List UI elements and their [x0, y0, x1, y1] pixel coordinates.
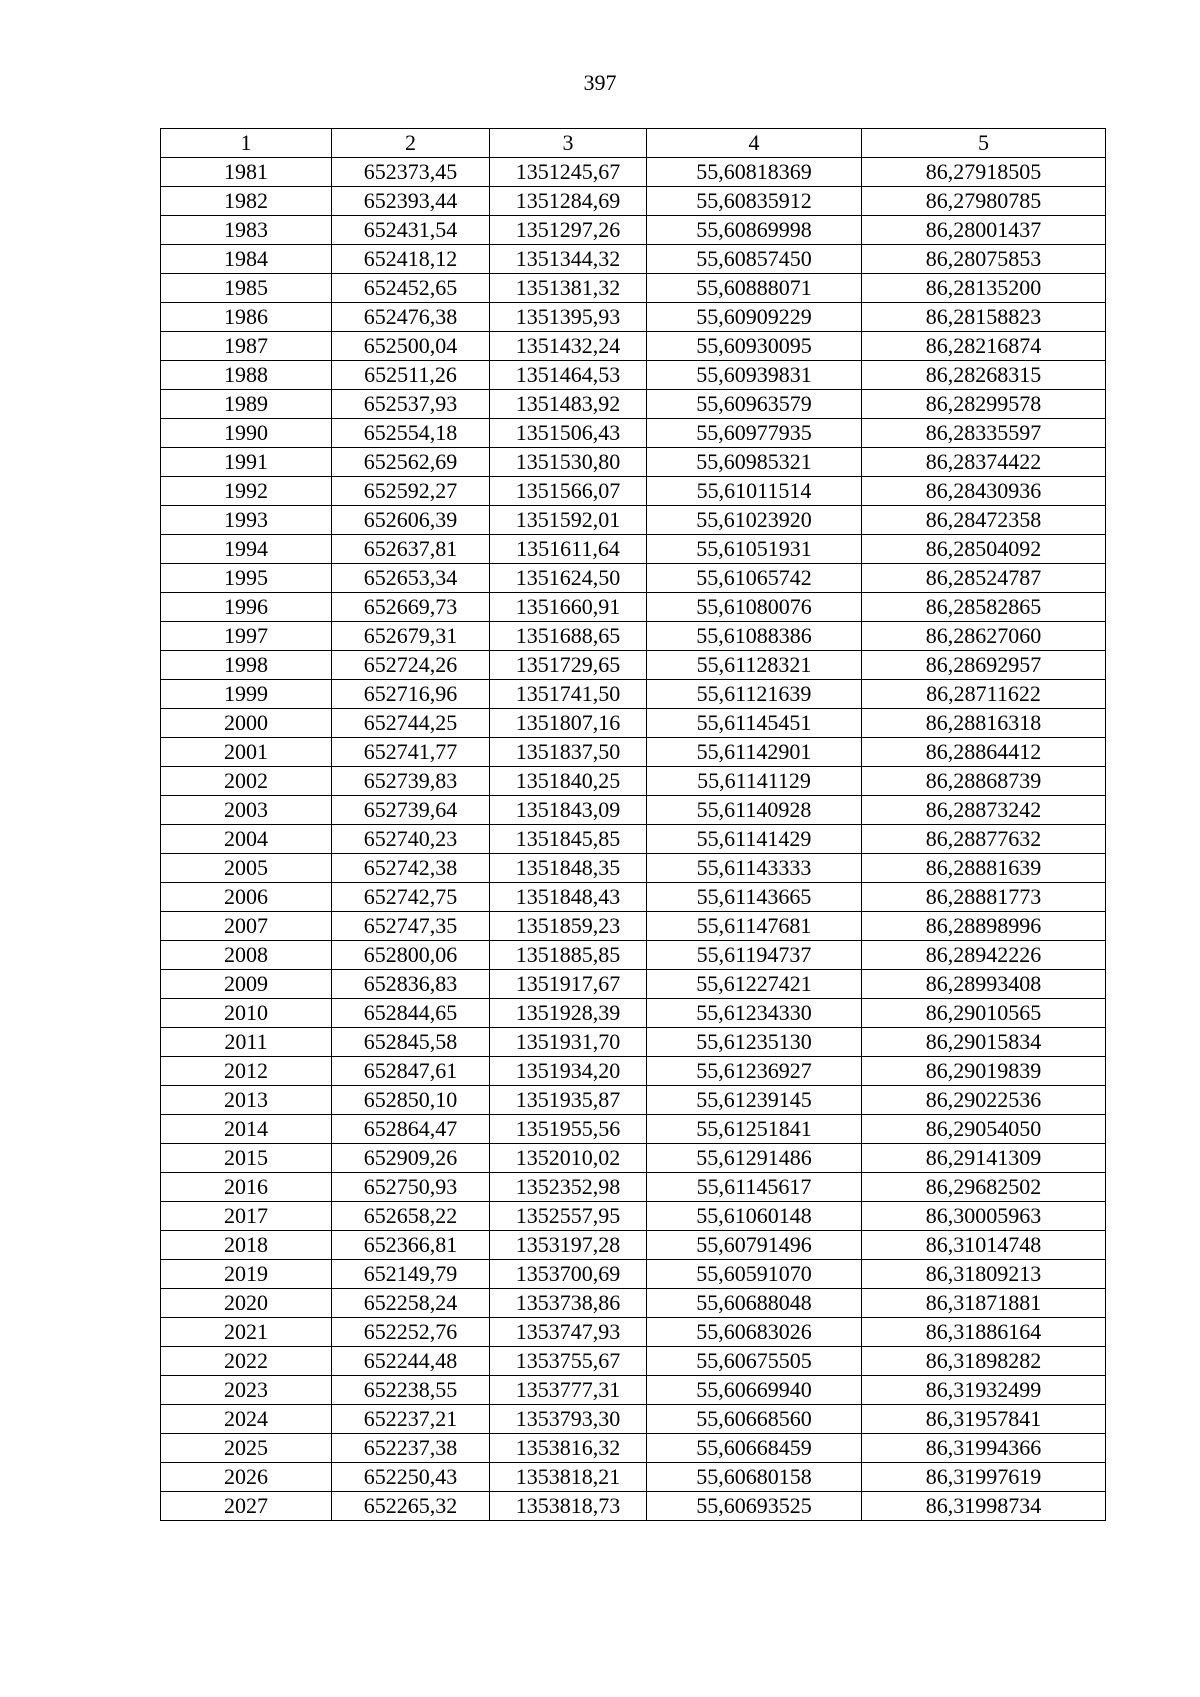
table-cell: 55,60668459 [647, 1434, 862, 1463]
table-cell: 86,28692957 [862, 651, 1106, 680]
table-cell: 55,60909229 [647, 303, 862, 332]
table-cell: 2013 [161, 1086, 332, 1115]
table-cell: 2015 [161, 1144, 332, 1173]
table-cell: 2025 [161, 1434, 332, 1463]
table-row [161, 390, 1106, 419]
table-cell: 86,28135200 [862, 274, 1106, 303]
table-row [161, 680, 1106, 709]
table-cell: 1353793,30 [490, 1405, 647, 1434]
table-cell: 652750,93 [332, 1173, 490, 1202]
table-cell: 86,29010565 [862, 999, 1106, 1028]
table-cell: 86,30005963 [862, 1202, 1106, 1231]
table-cell: 1351464,53 [490, 361, 647, 390]
table-cell: 55,61234330 [647, 999, 862, 1028]
table-cell: 652431,54 [332, 216, 490, 245]
table-cell: 1351688,65 [490, 622, 647, 651]
table-row [161, 535, 1106, 564]
table-cell: 1351741,50 [490, 680, 647, 709]
table-cell: 55,61291486 [647, 1144, 862, 1173]
table-cell: 652850,10 [332, 1086, 490, 1115]
table-cell: 1352010,02 [490, 1144, 647, 1173]
table-row [161, 738, 1106, 767]
table-cell: 652742,38 [332, 854, 490, 883]
table-cell: 2020 [161, 1289, 332, 1318]
table-cell: 2011 [161, 1028, 332, 1057]
table-cell: 1353700,69 [490, 1260, 647, 1289]
table-body [161, 158, 1106, 1521]
table-row [161, 1202, 1106, 1231]
table-cell: 55,60939831 [647, 361, 862, 390]
table-cell: 1991 [161, 448, 332, 477]
table-cell: 1998 [161, 651, 332, 680]
table-cell: 652637,81 [332, 535, 490, 564]
table-cell: 86,28816318 [862, 709, 1106, 738]
table-cell: 55,61143665 [647, 883, 862, 912]
table-cell: 86,28873242 [862, 796, 1106, 825]
table-row [161, 651, 1106, 680]
table-cell: 2004 [161, 825, 332, 854]
table-row [161, 1144, 1106, 1173]
table-cell: 86,28504092 [862, 535, 1106, 564]
table-row [161, 1318, 1106, 1347]
table-cell: 86,31871881 [862, 1289, 1106, 1318]
table-cell: 1353777,31 [490, 1376, 647, 1405]
table-cell: 1351297,26 [490, 216, 647, 245]
table-cell: 1351807,16 [490, 709, 647, 738]
table-row [161, 216, 1106, 245]
table-row [161, 970, 1106, 999]
table-row [161, 158, 1106, 187]
table-cell: 2019 [161, 1260, 332, 1289]
table-cell: 1351931,70 [490, 1028, 647, 1057]
table-cell: 652679,31 [332, 622, 490, 651]
table-cell: 86,28942226 [862, 941, 1106, 970]
table-cell: 1351928,39 [490, 999, 647, 1028]
table-row [161, 854, 1106, 883]
table-cell: 55,61065742 [647, 564, 862, 593]
table-cell: 55,60869998 [647, 216, 862, 245]
table-cell: 1351530,80 [490, 448, 647, 477]
table-cell: 86,28268315 [862, 361, 1106, 390]
column-header: 1 [161, 129, 332, 158]
table-cell: 1351395,93 [490, 303, 647, 332]
table-cell: 86,31932499 [862, 1376, 1106, 1405]
table-cell: 1351845,85 [490, 825, 647, 854]
table-cell: 55,60669940 [647, 1376, 862, 1405]
table-row [161, 912, 1106, 941]
table-cell: 652252,76 [332, 1318, 490, 1347]
table-cell: 1994 [161, 535, 332, 564]
table-cell: 55,61140928 [647, 796, 862, 825]
table-cell: 86,31898282 [862, 1347, 1106, 1376]
table-cell: 1353755,67 [490, 1347, 647, 1376]
table-cell: 1995 [161, 564, 332, 593]
table-cell: 55,60818369 [647, 158, 862, 187]
table-cell: 1993 [161, 506, 332, 535]
table-cell: 86,27980785 [862, 187, 1106, 216]
table-cell: 1353818,73 [490, 1492, 647, 1521]
page-number: 397 [583, 70, 617, 95]
table-cell: 652537,93 [332, 390, 490, 419]
table-cell: 55,60791496 [647, 1231, 862, 1260]
table-row [161, 767, 1106, 796]
table-cell: 652739,83 [332, 767, 490, 796]
table-cell: 1981 [161, 158, 332, 187]
table-cell: 2026 [161, 1463, 332, 1492]
table-cell: 86,28216874 [862, 332, 1106, 361]
table-cell: 1351934,20 [490, 1057, 647, 1086]
table-cell: 2010 [161, 999, 332, 1028]
table-cell: 652658,22 [332, 1202, 490, 1231]
table-cell: 2007 [161, 912, 332, 941]
table-cell: 1990 [161, 419, 332, 448]
table-cell: 55,61121639 [647, 680, 862, 709]
table-cell: 2012 [161, 1057, 332, 1086]
column-header: 4 [647, 129, 862, 158]
table-cell: 1351245,67 [490, 158, 647, 187]
table-cell: 1351592,01 [490, 506, 647, 535]
table-cell: 55,60680158 [647, 1463, 862, 1492]
table-cell: 652366,81 [332, 1231, 490, 1260]
table-cell: 86,28868739 [862, 767, 1106, 796]
table-cell: 55,60835912 [647, 187, 862, 216]
table-cell: 1987 [161, 332, 332, 361]
table-row [161, 332, 1106, 361]
table-row [161, 593, 1106, 622]
table-cell: 1353747,93 [490, 1318, 647, 1347]
table-cell: 86,31014748 [862, 1231, 1106, 1260]
table-cell: 652258,24 [332, 1289, 490, 1318]
table-row [161, 1347, 1106, 1376]
table-cell: 1352352,98 [490, 1173, 647, 1202]
table-cell: 86,28374422 [862, 448, 1106, 477]
table-cell: 86,28158823 [862, 303, 1106, 332]
table-cell: 652149,79 [332, 1260, 490, 1289]
table-cell: 55,61080076 [647, 593, 862, 622]
table-row [161, 245, 1106, 274]
table-cell: 652739,64 [332, 796, 490, 825]
table-cell: 1351566,07 [490, 477, 647, 506]
table-cell: 55,60688048 [647, 1289, 862, 1318]
table-cell: 652606,39 [332, 506, 490, 535]
table-cell: 86,28430936 [862, 477, 1106, 506]
table-cell: 86,31997619 [862, 1463, 1106, 1492]
table-header [161, 129, 1106, 158]
table-cell: 1986 [161, 303, 332, 332]
table-cell: 1351506,43 [490, 419, 647, 448]
table-cell: 652562,69 [332, 448, 490, 477]
table-cell: 86,28582865 [862, 593, 1106, 622]
table-cell: 652847,61 [332, 1057, 490, 1086]
table-cell: 652237,38 [332, 1434, 490, 1463]
table-row [161, 1434, 1106, 1463]
table-cell: 1982 [161, 187, 332, 216]
table-cell: 652554,18 [332, 419, 490, 448]
table-cell: 652741,77 [332, 738, 490, 767]
table-cell: 652238,55 [332, 1376, 490, 1405]
table-cell: 55,61143333 [647, 854, 862, 883]
table-row [161, 1260, 1106, 1289]
table-cell: 86,28075853 [862, 245, 1106, 274]
table-cell: 652653,34 [332, 564, 490, 593]
table-cell: 2023 [161, 1376, 332, 1405]
table-cell: 86,28627060 [862, 622, 1106, 651]
table-row [161, 477, 1106, 506]
table-cell: 55,61239145 [647, 1086, 862, 1115]
coordinates-table [160, 128, 1106, 1521]
table-cell: 55,61145451 [647, 709, 862, 738]
table-cell: 1351344,32 [490, 245, 647, 274]
table-cell: 86,28711622 [862, 680, 1106, 709]
table-cell: 2014 [161, 1115, 332, 1144]
table-cell: 55,60857450 [647, 245, 862, 274]
table-row [161, 303, 1106, 332]
table-cell: 1351837,50 [490, 738, 647, 767]
table-cell: 86,29015834 [862, 1028, 1106, 1057]
table-cell: 86,31957841 [862, 1405, 1106, 1434]
table-cell: 55,61128321 [647, 651, 862, 680]
table-cell: 1351611,64 [490, 535, 647, 564]
column-header: 5 [862, 129, 1106, 158]
table-row [161, 419, 1106, 448]
table-cell: 652844,65 [332, 999, 490, 1028]
table-cell: 86,28877632 [862, 825, 1106, 854]
table-cell: 1351885,85 [490, 941, 647, 970]
table-cell: 55,61141129 [647, 767, 862, 796]
table-cell: 652244,48 [332, 1347, 490, 1376]
table-cell: 55,61227421 [647, 970, 862, 999]
table-cell: 1999 [161, 680, 332, 709]
table-row [161, 1376, 1106, 1405]
table-cell: 1992 [161, 477, 332, 506]
table-cell: 55,60675505 [647, 1347, 862, 1376]
table-cell: 652250,43 [332, 1463, 490, 1492]
table-cell: 86,28881773 [862, 883, 1106, 912]
table-cell: 652265,32 [332, 1492, 490, 1521]
table-cell: 86,31809213 [862, 1260, 1106, 1289]
table-cell: 86,28898996 [862, 912, 1106, 941]
table-cell: 55,60693525 [647, 1492, 862, 1521]
table-cell: 55,61141429 [647, 825, 862, 854]
table-row [161, 1086, 1106, 1115]
table-cell: 1351624,50 [490, 564, 647, 593]
table-row [161, 506, 1106, 535]
column-header: 3 [490, 129, 647, 158]
table-cell: 1351381,32 [490, 274, 647, 303]
table-cell: 86,28881639 [862, 854, 1106, 883]
table-cell: 2022 [161, 1347, 332, 1376]
table-cell: 1351284,69 [490, 187, 647, 216]
table-cell: 86,31998734 [862, 1492, 1106, 1521]
table-cell: 652592,27 [332, 477, 490, 506]
table-row [161, 187, 1106, 216]
table-cell: 2002 [161, 767, 332, 796]
table-cell: 55,60668560 [647, 1405, 862, 1434]
table-cell: 1983 [161, 216, 332, 245]
table-cell: 1352557,95 [490, 1202, 647, 1231]
table-row [161, 1231, 1106, 1260]
column-header: 2 [332, 129, 490, 158]
table-cell: 2001 [161, 738, 332, 767]
table-row [161, 825, 1106, 854]
table-cell: 652500,04 [332, 332, 490, 361]
table-cell: 1351848,43 [490, 883, 647, 912]
table-cell: 1353738,86 [490, 1289, 647, 1318]
table-cell: 652418,12 [332, 245, 490, 274]
table-row [161, 796, 1106, 825]
table-cell: 1351955,56 [490, 1115, 647, 1144]
table-cell: 1351432,24 [490, 332, 647, 361]
table-cell: 1351848,35 [490, 854, 647, 883]
table-cell: 55,61145617 [647, 1173, 862, 1202]
table-row [161, 1492, 1106, 1521]
table-cell: 652716,96 [332, 680, 490, 709]
table-cell: 1353818,21 [490, 1463, 647, 1492]
table-cell: 1351483,92 [490, 390, 647, 419]
table-cell: 2005 [161, 854, 332, 883]
table-cell: 55,60977935 [647, 419, 862, 448]
table-cell: 86,31994366 [862, 1434, 1106, 1463]
table-row [161, 1405, 1106, 1434]
table-row [161, 941, 1106, 970]
table-cell: 2017 [161, 1202, 332, 1231]
table-cell: 1985 [161, 274, 332, 303]
table-cell: 86,29019839 [862, 1057, 1106, 1086]
table-cell: 1984 [161, 245, 332, 274]
table-row [161, 883, 1106, 912]
header-row [161, 129, 1106, 158]
table-cell: 2000 [161, 709, 332, 738]
table-cell: 86,28864412 [862, 738, 1106, 767]
table-row [161, 1173, 1106, 1202]
table-cell: 86,28335597 [862, 419, 1106, 448]
table-cell: 1351859,23 [490, 912, 647, 941]
table-cell: 86,28299578 [862, 390, 1106, 419]
table-cell: 55,60985321 [647, 448, 862, 477]
table-row [161, 564, 1106, 593]
table-cell: 86,31886164 [862, 1318, 1106, 1347]
table-cell: 86,27918505 [862, 158, 1106, 187]
table-cell: 55,61060148 [647, 1202, 862, 1231]
table-row [161, 1057, 1106, 1086]
table-cell: 1351729,65 [490, 651, 647, 680]
table-row [161, 448, 1106, 477]
table-cell: 55,61011514 [647, 477, 862, 506]
table-cell: 55,60591070 [647, 1260, 862, 1289]
table-cell: 652373,45 [332, 158, 490, 187]
table-row [161, 1115, 1106, 1144]
table-cell: 652836,83 [332, 970, 490, 999]
table-cell: 2003 [161, 796, 332, 825]
table-cell: 1351843,09 [490, 796, 647, 825]
table-cell: 652740,23 [332, 825, 490, 854]
table-cell: 55,61051931 [647, 535, 862, 564]
table-cell: 55,61088386 [647, 622, 862, 651]
table-cell: 1351660,91 [490, 593, 647, 622]
table-cell: 1989 [161, 390, 332, 419]
table-row [161, 999, 1106, 1028]
table-row [161, 1463, 1106, 1492]
table-cell: 86,29141309 [862, 1144, 1106, 1173]
table-cell: 652747,35 [332, 912, 490, 941]
table-cell: 2018 [161, 1231, 332, 1260]
table-row [161, 709, 1106, 738]
table-cell: 652476,38 [332, 303, 490, 332]
table-cell: 55,61251841 [647, 1115, 862, 1144]
table-cell: 86,28524787 [862, 564, 1106, 593]
table-cell: 55,61235130 [647, 1028, 862, 1057]
table-cell: 1997 [161, 622, 332, 651]
table-row [161, 361, 1106, 390]
table-cell: 1988 [161, 361, 332, 390]
table-cell: 86,29022536 [862, 1086, 1106, 1115]
table-cell: 652724,26 [332, 651, 490, 680]
table-cell: 652452,65 [332, 274, 490, 303]
table-cell: 1351935,87 [490, 1086, 647, 1115]
table-cell: 652744,25 [332, 709, 490, 738]
table-cell: 55,61194737 [647, 941, 862, 970]
table-cell: 2006 [161, 883, 332, 912]
table-cell: 55,61236927 [647, 1057, 862, 1086]
table-cell: 2024 [161, 1405, 332, 1434]
table-row [161, 274, 1106, 303]
table-cell: 86,28001437 [862, 216, 1106, 245]
table-cell: 652237,21 [332, 1405, 490, 1434]
table-cell: 2009 [161, 970, 332, 999]
table-row [161, 1028, 1106, 1057]
table-cell: 652511,26 [332, 361, 490, 390]
table-cell: 652742,75 [332, 883, 490, 912]
table-cell: 86,28993408 [862, 970, 1106, 999]
table-cell: 2016 [161, 1173, 332, 1202]
table-cell: 55,60963579 [647, 390, 862, 419]
table-cell: 55,61147681 [647, 912, 862, 941]
table-cell: 55,61023920 [647, 506, 862, 535]
table-cell: 1351917,67 [490, 970, 647, 999]
table-cell: 652909,26 [332, 1144, 490, 1173]
table-cell: 55,60930095 [647, 332, 862, 361]
table-cell: 1353816,32 [490, 1434, 647, 1463]
table-cell: 2008 [161, 941, 332, 970]
table-cell: 652393,44 [332, 187, 490, 216]
table-cell: 55,60888071 [647, 274, 862, 303]
table-cell: 652800,06 [332, 941, 490, 970]
table-cell: 86,29682502 [862, 1173, 1106, 1202]
table-cell: 1996 [161, 593, 332, 622]
table-row [161, 622, 1106, 651]
table-cell: 1351840,25 [490, 767, 647, 796]
table-cell: 652845,58 [332, 1028, 490, 1057]
table-row [161, 1289, 1106, 1318]
table-cell: 652669,73 [332, 593, 490, 622]
table-cell: 55,61142901 [647, 738, 862, 767]
table-cell: 652864,47 [332, 1115, 490, 1144]
table-cell: 2021 [161, 1318, 332, 1347]
table-cell: 55,60683026 [647, 1318, 862, 1347]
table-cell: 2027 [161, 1492, 332, 1521]
table-cell: 1353197,28 [490, 1231, 647, 1260]
table-cell: 86,28472358 [862, 506, 1106, 535]
table-cell: 86,29054050 [862, 1115, 1106, 1144]
